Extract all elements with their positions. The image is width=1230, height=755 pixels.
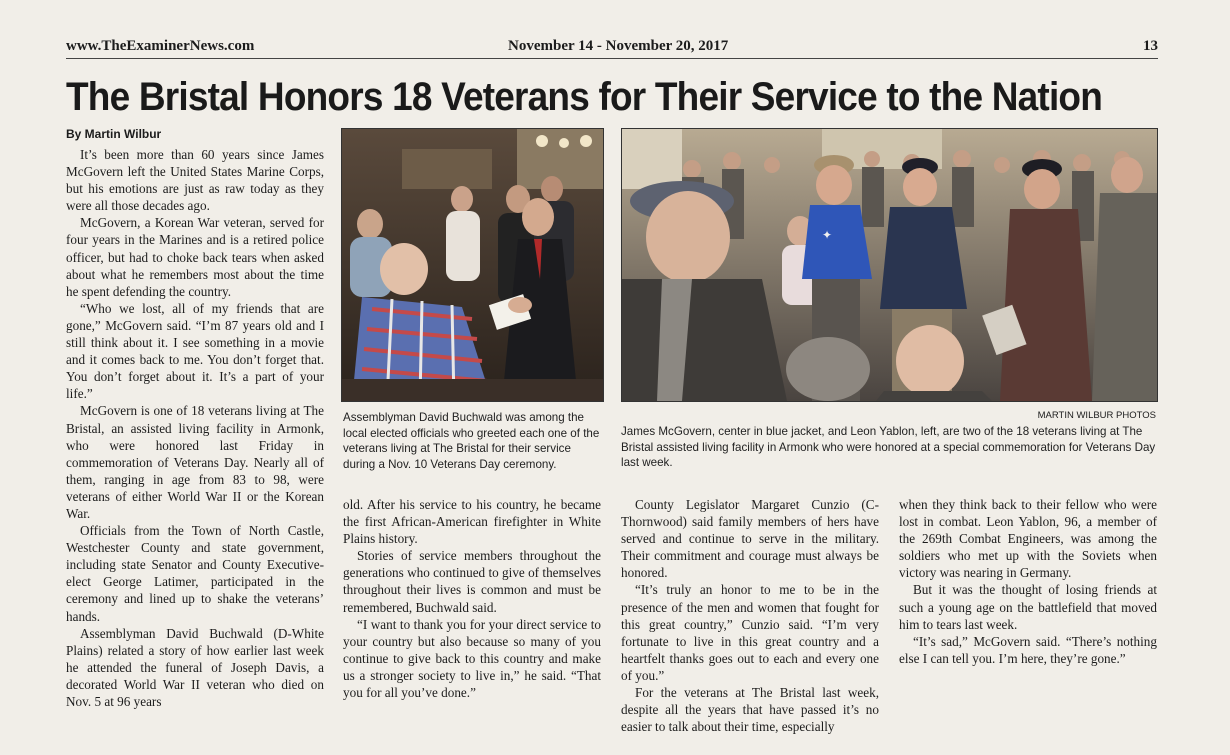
paragraph: McGovern, a Korean War veteran, served for four years in the Marines and is a retired police officer, but had to choke back tears when asked about what he remembers most about the time he spent defending the country. — [66, 215, 324, 299]
caption-photo-left: Assemblyman David Buchwald was among the local elected officials who greeted each one of the veterans living at The Bristal for their service during a Nov. 10 Veterans Day ceremony. — [343, 411, 600, 471]
paragraph: “I want to thank you for your direct service to your country but also because so many of you continue to give back to this country and make us a stronger society to live in,” he said. “That you for all you’ve done.” — [343, 616, 601, 701]
masthead — [66, 36, 1158, 59]
paragraph: “Who we lost, all of my friends that are gone,” McGovern said. “I’m 87 years old and I still think about it. I see something in a movie and it comes back to me. You don’t forget that. You don’t forget about it. It’s a part of your life.” — [66, 300, 324, 402]
paragraph: Assemblyman David Buchwald (D-White Plains) related a story of how earlier last week he attended the funeral of Joseph Davis, a decorated World War II veteran who died on Nov. 5 at 96 years — [66, 625, 324, 709]
photo-veterans-crowd — [621, 128, 1158, 402]
paragraph: when they think back to their fellow who were lost in combat. Leon Yablon, 96, a member of the 269th Combat Engineers, was among the soldiers who met up with the Soviets when victory was nearing in Germany. — [899, 497, 1157, 581]
paragraph: But it was the thought of losing friends at such a young age on the battlefield that moved him to tears last week. — [899, 582, 1157, 632]
column-2 — [343, 496, 601, 701]
page-number: 13 — [1143, 38, 1158, 54]
photo-buchwald-greeting — [341, 128, 604, 402]
paragraph: For the veterans at The Bristal last week, despite all the years that have passed it’s no easier to talk about their time, especially — [621, 685, 879, 735]
paragraph: old. After his service to his country, he became the first African-American firefighter in White Plains history. — [343, 497, 601, 547]
paragraph: It’s been more than 60 years since James McGovern left the United States Marine Corps, but his emotions are just as raw today as they were all those decades ago. — [66, 147, 324, 214]
photo-buchwald-illustration — [342, 129, 603, 401]
photo-credit: MARTIN WILBUR PHOTOS — [1037, 410, 1156, 421]
svg-text:✦: ✦ — [822, 228, 833, 242]
paragraph: McGovern is one of 18 veterans living at The Bristal, an assisted living facility in Armonk, who were honored last Friday in commemoration of Veterans Day. Nearly all of them, ranging in age from 83 to 98, were veterans of either World War II or the Korean War. — [66, 403, 324, 521]
paragraph: Officials from the Town of North Castle, Westchester County and state government, including state Senator and County Executive-elect George Latimer, participated in the ceremony and lined up to shake the veterans’ hands. — [66, 523, 324, 624]
masthead-date: November 14 - November 20, 2017 — [508, 38, 729, 54]
byline: By Martin Wilbur — [66, 127, 162, 141]
photo-veterans-illustration — [622, 129, 1157, 401]
column-4 — [899, 496, 1157, 667]
paragraph: Stories of service members throughout the generations who continued to give of themselves throughout their lives is common and must be remembered, Buchwald said. — [343, 548, 601, 615]
caption-photo-right: James McGovern, center in blue jacket, and Leon Yablon, left, are two of the 18 veterans living at The Bristal assisted living facility in Armonk who were honored at a special commemoration for Veterans Day last week. — [621, 425, 1156, 470]
masthead-url[interactable]: www.TheExaminerNews.com — [66, 38, 255, 54]
paragraph: “It’s sad,” McGovern said. “There’s nothing else I can tell you. I’m here, they’re gone.” — [899, 633, 1157, 666]
column-1 — [66, 146, 324, 710]
column-3 — [621, 496, 879, 735]
paragraph: County Legislator Margaret Cunzio (C-Thornwood) said family members of hers have served and continue to serve in the military. Their commitment and courage must always be honored. — [621, 497, 879, 581]
paragraph: “It’s truly an honor to me to be in the presence of the men and women that fought for this great country,” Cunzio said. “I’m very fortunate to live in this great country and a heartfelt thanks goes out to each and every one of you.” — [621, 582, 879, 683]
headline: The Bristal Honors 18 Veterans for Their Service to the Nation — [66, 74, 1103, 119]
